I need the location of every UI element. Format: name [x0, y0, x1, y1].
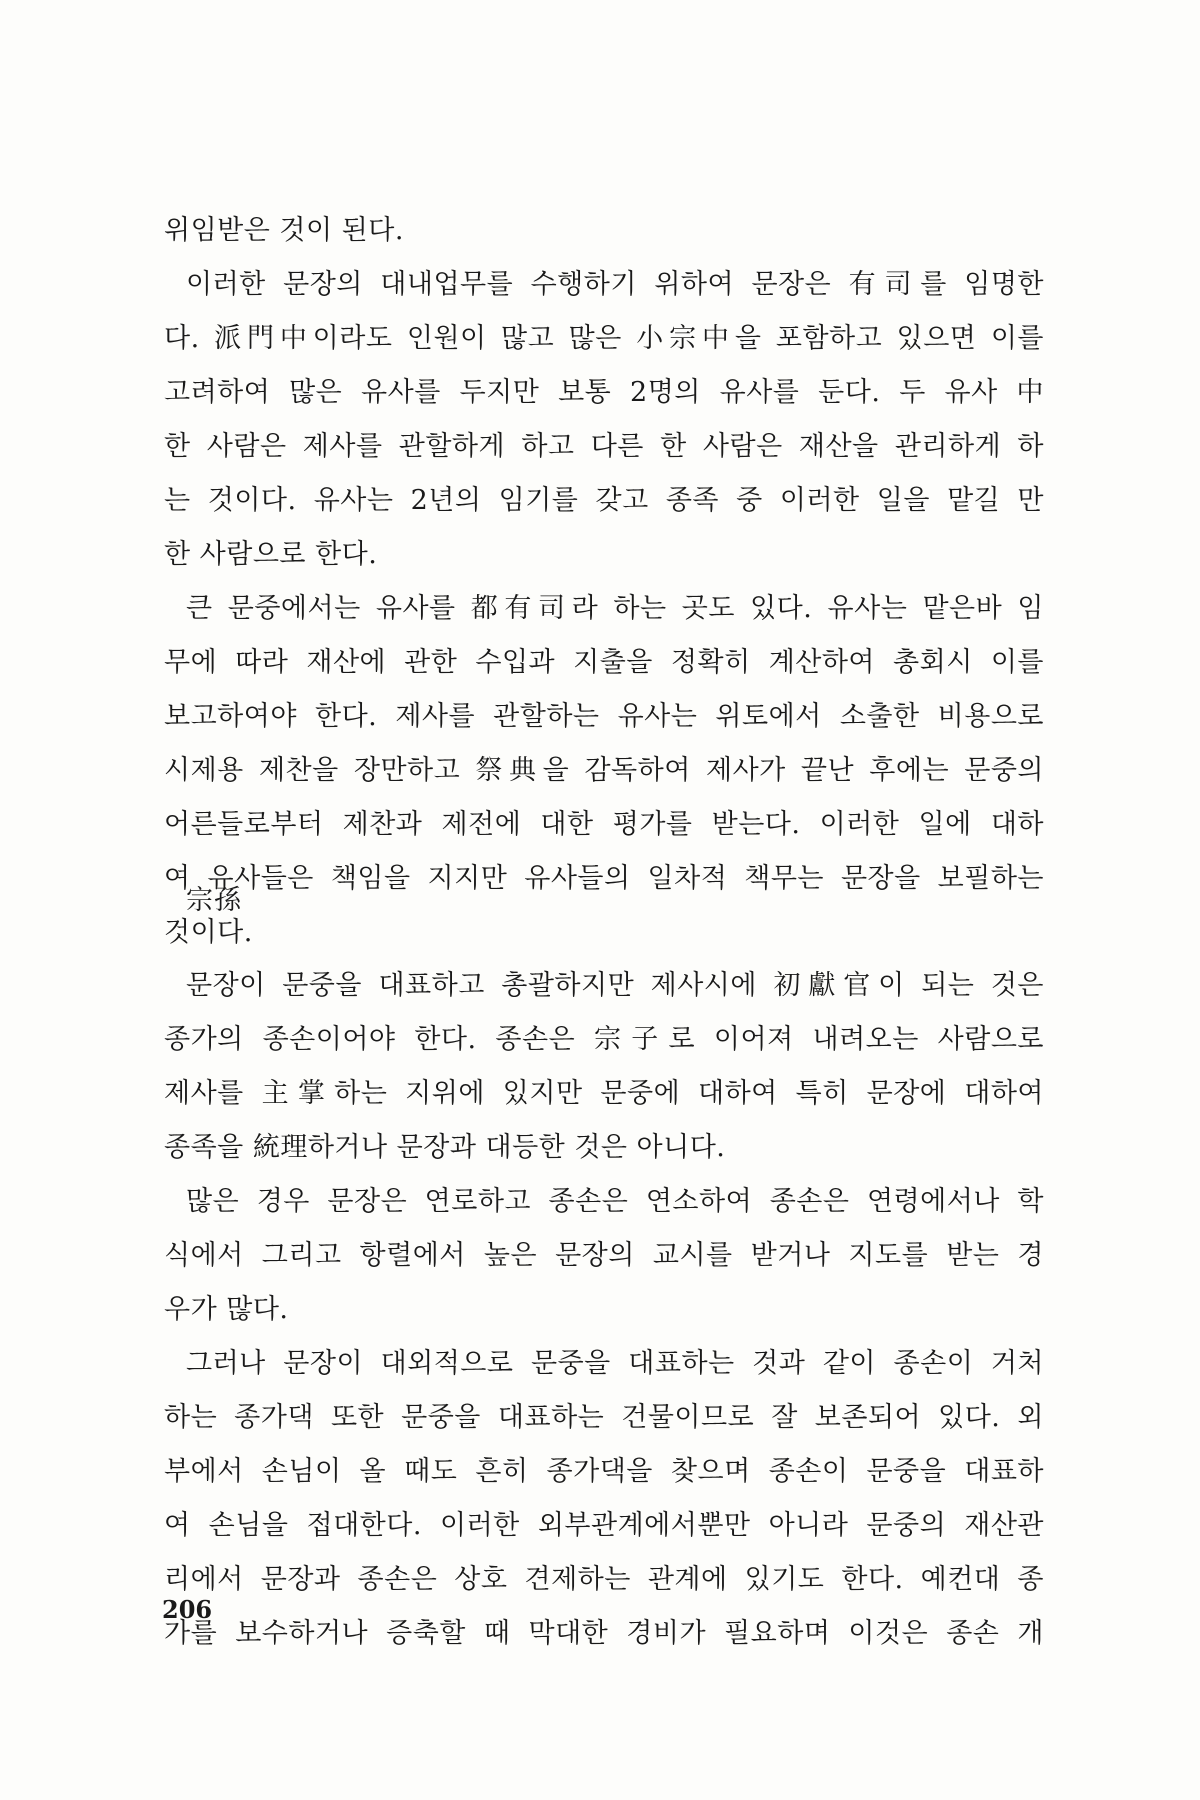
text-line: 리에서 문장과 종손은 상호 견제하는 관계에 있기도 한다. 예컨대 종	[164, 1564, 1044, 1595]
text-line: 는 것이다. 유사는 2년의 임기를 갖고 종족 중 이러한 일을 맡길 만	[164, 485, 1044, 516]
text-line: 제사를 主掌하는 지위에 있지만 문중에 대하여 특히 문장에 대하여	[164, 1078, 1044, 1109]
text-line: 시제용 제찬을 장만하고 祭典을 감독하여 제사가 끝난 후에는 문중의	[164, 755, 1044, 786]
text-line: 큰 문중에서는 유사를 都有司라 하는 곳도 있다. 유사는 맡은바 임	[186, 593, 1044, 624]
text-line: 무에 따라 재산에 관한 수입과 지출을 정확히 계산하여 총회시 이를	[164, 647, 1044, 678]
text-line: 보고하여야 한다. 제사를 관할하는 유사는 위토에서 소출한 비용으로	[164, 701, 1044, 732]
body-text-section-2	[164, 959, 1044, 1661]
text-line: 이러한 문장의 대내업무를 수행하기 위하여 문장은 有司를 임명한	[186, 269, 1044, 300]
text-line: 여 손님을 접대한다. 이러한 외부관계에서뿐만 아니라 문중의 재산관	[164, 1510, 1044, 1541]
body-text-section-1	[164, 204, 1044, 960]
text-line: 어른들로부터 제찬과 제전에 대한 평가를 받는다. 이러한 일에 대하	[164, 809, 1044, 840]
text-line: 여 유사들은 책임을 지지만 유사들의 일차적 책무는 문장을 보필하는	[164, 863, 1044, 894]
text-line: 우가 많다.	[164, 1294, 289, 1325]
text-line: 가를 보수하거나 증축할 때 막대한 경비가 필요하며 이것은 종손 개	[164, 1618, 1044, 1649]
text-line: 하는 종가댁 또한 문중을 대표하는 건물이므로 잘 보존되어 있다. 외	[164, 1402, 1044, 1433]
section-heading: 宗孫	[186, 885, 242, 916]
text-line: 그러나 문장이 대외적으로 문중을 대표하는 것과 같이 종손이 거처	[186, 1348, 1044, 1379]
text-line: 종가의 종손이어야 한다. 종손은 宗子로 이어져 내려오는 사람으로	[164, 1024, 1044, 1055]
text-line: 고려하여 많은 유사를 두지만 보통 2명의 유사를 둔다. 두 유사 中	[164, 377, 1044, 408]
text-line: 한 사람으로 한다.	[164, 539, 378, 570]
text-line: 한 사람은 제사를 관할하게 하고 다른 한 사람은 재산을 관리하게 하	[164, 431, 1044, 462]
text-line: 많은 경우 문장은 연로하고 종손은 연소하여 종손은 연령에서나 학	[186, 1186, 1044, 1217]
page-number: 206	[162, 1595, 213, 1624]
text-line: 것이다.	[164, 917, 253, 948]
text-line: 다. 派門中이라도 인원이 많고 많은 小宗中을 포함하고 있으면 이를	[164, 323, 1044, 354]
text-line: 위임받은 것이 된다.	[164, 215, 404, 246]
text-line: 부에서 손님이 올 때도 흔히 종가댁을 찾으며 종손이 문중을 대표하	[164, 1456, 1044, 1487]
text-line: 식에서 그리고 항렬에서 높은 문장의 교시를 받거나 지도를 받는 경	[164, 1240, 1044, 1271]
text-line: 문장이 문중을 대표하고 총괄하지만 제사시에 初獻官이 되는 것은	[186, 970, 1044, 1001]
text-line: 종족을 統理하거나 문장과 대등한 것은 아니다.	[164, 1132, 726, 1163]
